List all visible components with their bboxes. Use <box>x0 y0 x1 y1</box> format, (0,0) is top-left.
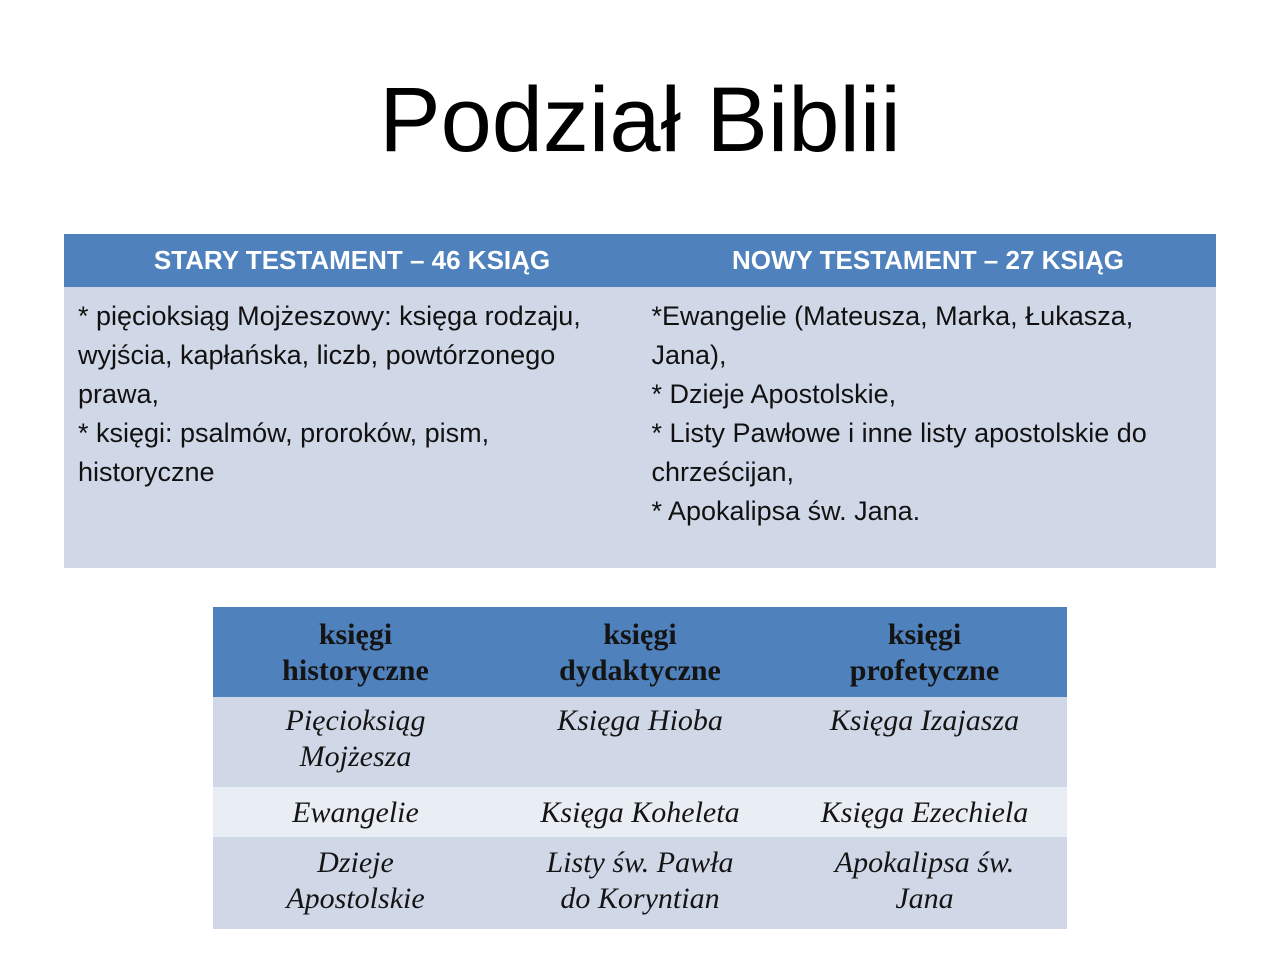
table-cell <box>498 837 782 929</box>
cell-line: Apostolskie <box>286 882 425 915</box>
old-testament-line: prawa, <box>78 379 160 409</box>
new-testament-line: Jana), <box>651 340 727 370</box>
old-testament-line: * księgi: psalmów, proroków, pism, <box>78 418 490 448</box>
new-testament-line: * Dzieje Apostolskie, <box>651 379 897 409</box>
books-table <box>213 607 1067 929</box>
cell-line: Księga Izajasza <box>829 704 1020 737</box>
header-line: księgi <box>318 618 393 651</box>
cell-line: Jana <box>895 882 954 915</box>
new-testament-header: NOWY TESTAMENT – 27 KSIĄG <box>732 245 1124 275</box>
new-testament-content <box>639 287 1217 568</box>
table-cell <box>782 837 1067 929</box>
header-prophetic-books <box>782 607 1067 697</box>
new-testament-line: *Ewangelie (Mateusza, Marka, Łukasza, <box>651 301 1134 331</box>
cell-line: Apokalipsa św. <box>834 846 1015 879</box>
header-line: księgi <box>603 618 677 651</box>
new-testament-line: * Apokalipsa św. Jana. <box>651 496 921 526</box>
table-cell <box>213 837 498 929</box>
header-historical-books <box>213 607 498 697</box>
new-testament-line: * Listy Pawłowe i inne listy apostolskie do <box>651 418 1147 448</box>
table-cell <box>498 697 782 787</box>
old-testament-line: * pięcioksiąg Mojżeszowy: księga rodzaju, <box>78 301 581 331</box>
cell-line: Dzieje <box>317 846 394 879</box>
testaments-body-row <box>64 287 1216 568</box>
cell-line: Pięcioksiąg <box>285 704 426 737</box>
table-row <box>213 697 1067 787</box>
table-row <box>213 837 1067 929</box>
cell-line: Ewangelie <box>292 796 419 829</box>
cell-line: Księga Koheleta <box>540 796 740 829</box>
cell-line: Księga Ezechiela <box>820 796 1029 829</box>
table-cell <box>213 697 498 787</box>
table-row <box>213 787 1067 837</box>
header-didactic-books <box>498 607 782 697</box>
old-testament-content <box>64 287 639 568</box>
header-line: profetyczne <box>849 654 1000 687</box>
cell-line: do Koryntian <box>560 882 720 915</box>
table-cell <box>782 787 1067 837</box>
cell-line: Mojżesza <box>299 740 412 773</box>
table-cell <box>213 787 498 837</box>
header-line: historyczne <box>282 654 429 687</box>
books-header-row <box>213 607 1067 697</box>
cell-line: Księga Hioba <box>557 704 723 737</box>
table-cell <box>782 697 1067 787</box>
new-testament-line: chrześcijan, <box>651 457 795 487</box>
testaments-table <box>64 234 1216 568</box>
old-testament-line: wyjścia, kapłańska, liczb, powtórzonego <box>78 340 556 370</box>
header-line: księgi <box>887 618 962 651</box>
header-line: dydaktyczne <box>559 654 721 687</box>
old-testament-header: STARY TESTAMENT – 46 KSIĄG <box>153 245 551 275</box>
testaments-header-row <box>64 234 1216 287</box>
table-cell <box>498 787 782 837</box>
slide-title: Podział Biblii <box>379 69 901 171</box>
cell-line: Listy św. Pawła <box>546 846 734 879</box>
old-testament-line: historyczne <box>78 457 215 487</box>
